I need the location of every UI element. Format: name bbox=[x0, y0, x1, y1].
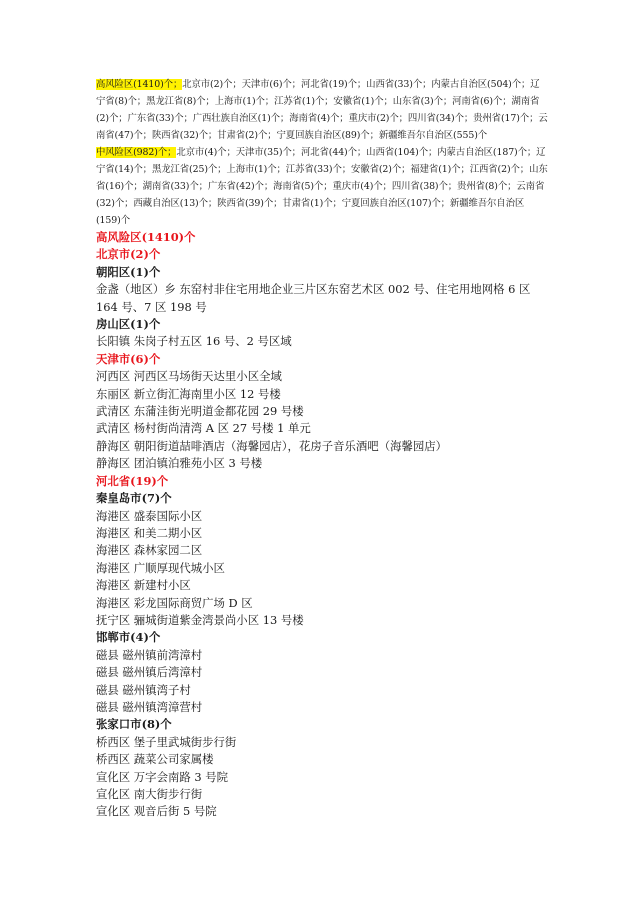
handan-entry: 磁县 磁州镇湾子村 bbox=[96, 682, 191, 697]
high-risk-summary-text: 北京市(2)个；天津市(6)个；河北省(19)个；山西省(33)个；内蒙古自治区(504)个；辽宁省(8)个；黑龙江省(8)个；上海市(1)个；江苏省(1)个；安徽省(1)个；山东省(3)个；河南省(6)个；湖南省(2)个；广东省(33)个；广西壮族自治区(1)个；海南省(4)个；重庆市(2)个；四川省(34)个；贵州省(17)个；云南省(47)个；陕西省(32)个；甘肃省(2)个；宁夏回族自治区(89)个；新疆维吾尔自治区(555)个 bbox=[96, 79, 548, 141]
high-risk-label: 高风险区(1410)个； bbox=[96, 79, 183, 90]
zhangjiakou-entry: 桥西区 蔬菜公司家属楼 bbox=[96, 752, 214, 767]
zhangjiakou-heading: 张家口市(8)个 bbox=[96, 717, 172, 732]
zhangjiakou-entry: 桥西区 堡子里武城街步行街 bbox=[96, 734, 237, 749]
high-risk-heading: 高风险区(1410)个 bbox=[96, 230, 196, 244]
tianjin-entry: 武清区 杨村街尚清湾 A 区 27 号楼 1 单元 bbox=[96, 421, 311, 436]
tianjin-heading: 天津市(6)个 bbox=[96, 351, 161, 366]
tianjin-entry: 静海区 团泊镇泊雅苑小区 3 号楼 bbox=[96, 456, 263, 471]
tianjin-entry: 武清区 东蒲洼街光明道金都花园 29 号楼 bbox=[96, 404, 304, 419]
medium-risk-label: 中风险区(982)个； bbox=[96, 147, 177, 158]
handan-heading: 邯郸市(4)个 bbox=[96, 630, 161, 645]
qinhuangdao-entry: 海港区 广顺厚现代城小区 bbox=[96, 560, 225, 575]
qinhuangdao-entry: 海港区 彩龙国际商贸广场 D 区 bbox=[96, 595, 253, 610]
tianjin-entry: 静海区 朝阳街道喆啡酒店（海馨园店），花房子音乐酒吧（海馨园店） bbox=[96, 438, 448, 453]
zhangjiakou-entry: 宣化区 观音后街 5 号院 bbox=[96, 804, 217, 819]
qinhuangdao-entry: 海港区 森林家园二区 bbox=[96, 543, 203, 558]
qinhuangdao-entry: 海港区 和美二期小区 bbox=[96, 525, 203, 540]
document-page bbox=[96, 76, 548, 821]
fangshan-entry: 长阳镇 朱岗子村五区 16 号、2 号区域 bbox=[96, 334, 292, 349]
qinhuangdao-entry: 抚宁区 骊城街道紫金湾景尚小区 13 号楼 bbox=[96, 612, 304, 627]
fangshan-heading: 房山区(1)个 bbox=[96, 317, 161, 332]
tianjin-entry: 河西区 河西区马场街天达里小区全域 bbox=[96, 369, 282, 384]
chaoyang-entry: 金盏（地区）乡 东窑村非住宅用地企业三片区东窑艺术区 002 号、住宅用地网格 6 区 164 号、7 区 198 号 bbox=[96, 282, 531, 314]
tianjin-entry: 东丽区 新立街汇海南里小区 12 号楼 bbox=[96, 386, 281, 401]
handan-entry: 磁县 磁州镇湾漳营村 bbox=[96, 699, 203, 714]
zhangjiakou-entry: 宣化区 万字会南路 3 号院 bbox=[96, 769, 229, 784]
qinhuangdao-entry: 海港区 新建村小区 bbox=[96, 578, 191, 593]
handan-entry: 磁县 磁州镇后湾漳村 bbox=[96, 665, 203, 680]
medium-risk-summary bbox=[96, 144, 548, 229]
high-risk-summary bbox=[96, 76, 548, 144]
zhangjiakou-entry: 宣化区 南大街步行街 bbox=[96, 787, 203, 801]
medium-risk-summary-text: 北京市(4)个；天津市(35)个；河北省(44)个；山西省(104)个；内蒙古自治区(187)个；辽宁省(14)个；黑龙江省(25)个；上海市(1)个；江苏省(33)个；安徽省(2)个；福建省(1)个；江西省(2)个；山东省(16)个；湖南省(33)个；广东省(42)个；海南省(5)个；重庆市(4)个；四川省(38)个；贵州省(8)个；云南省(32)个；西藏自治区(13)个；陕西省(39)个；甘肃省(1)个；宁夏回族自治区(107)个；新疆维吾尔自治区(159)个 bbox=[96, 147, 548, 226]
chaoyang-heading: 朝阳区(1)个 bbox=[96, 264, 161, 279]
qinhuangdao-entry: 海港区 盛泰国际小区 bbox=[96, 508, 203, 523]
qinhuangdao-heading: 秦皇岛市(7)个 bbox=[96, 491, 172, 506]
beijing-heading: 北京市(2)个 bbox=[96, 247, 161, 262]
hebei-heading: 河北省(19)个 bbox=[96, 473, 169, 488]
risk-summary bbox=[96, 76, 548, 229]
handan-entry: 磁县 磁州镇前湾漳村 bbox=[96, 647, 203, 662]
